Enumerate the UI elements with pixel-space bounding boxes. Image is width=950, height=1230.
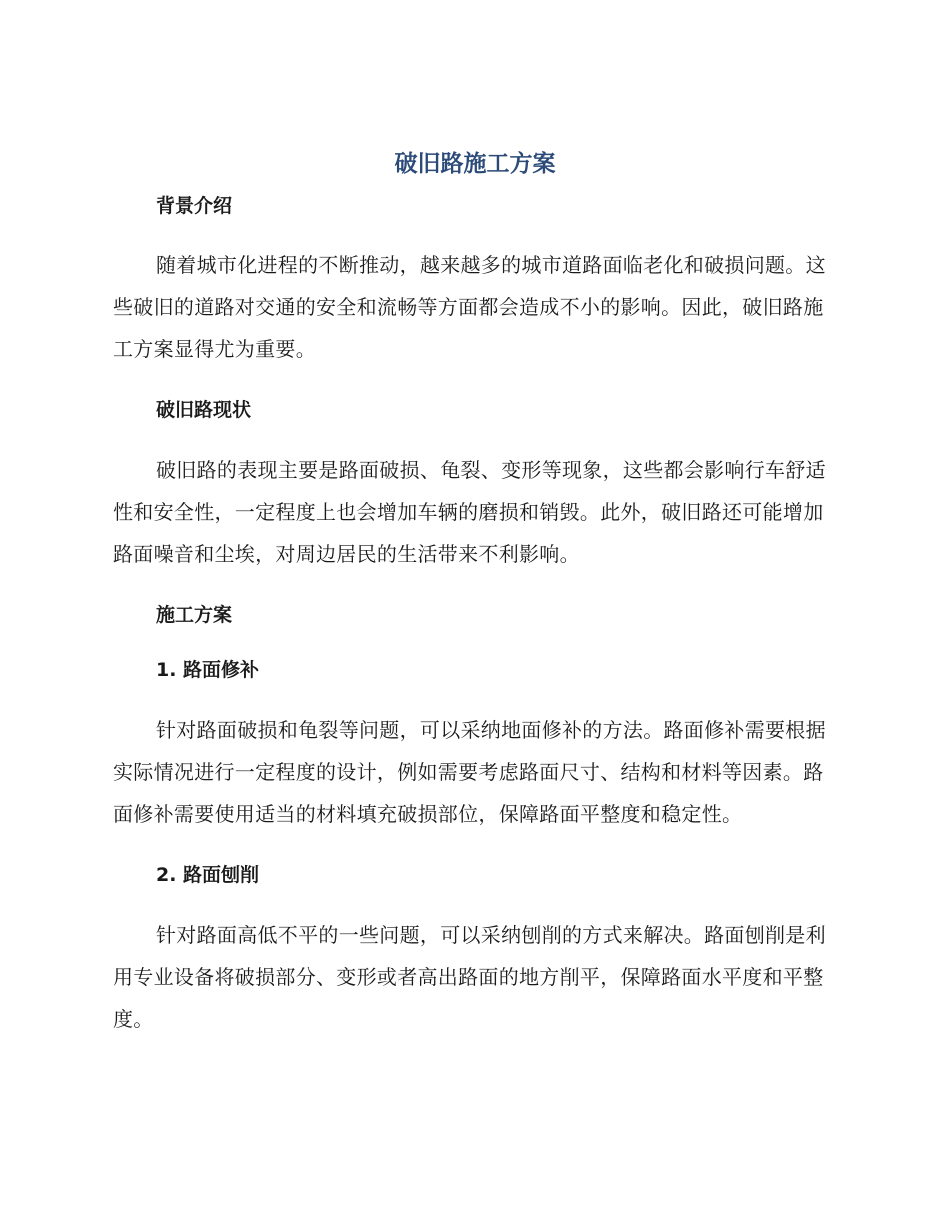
section-heading-construction-plan: 施工方案	[156, 604, 233, 626]
subsection-heading-road-repair: 1. 路面修补	[156, 659, 260, 681]
section-paragraph-current-status: 破旧路的表现主要是路面破损、龟裂、变形等现象，这些都会影响行车舒适性和安全性，一定程度上也会增加车辆的磨损和销毁。此外，破旧路还可能增加路面噪音和尘埃，对周边居民的生活带来不利影响。	[113, 458, 826, 566]
subsection-paragraph-road-repair: 针对路面破损和龟裂等问题，可以采纳地面修补的方法。路面修补需要根据实际情况进行一定程度的设计，例如需要考虑路面尺寸、结构和材料等因素。路面修补需要使用适当的材料填充破损部位，保障路面平整度和稳定性。	[113, 718, 826, 826]
section-heading-background: 背景介绍	[156, 195, 233, 217]
section-heading-current-status: 破旧路现状	[156, 399, 252, 421]
document-title: 破旧路施工方案	[394, 151, 556, 177]
section-paragraph-background: 随着城市化进程的不断推动，越来越多的城市道路面临老化和破损问题。这些破旧的道路对交通的安全和流畅等方面都会造成不小的影响。因此，破旧路施工方案显得尤为重要。	[113, 253, 826, 361]
document-body	[113, 190, 833, 1040]
subsection-heading-road-milling: 2. 路面刨削	[156, 864, 260, 886]
subsection-paragraph-road-milling: 针对路面高低不平的一些问题，可以采纳刨削的方式来解决。路面刨削是利用专业设备将破损部分、变形或者高出路面的地方削平，保障路面水平度和平整度。	[113, 923, 826, 1031]
